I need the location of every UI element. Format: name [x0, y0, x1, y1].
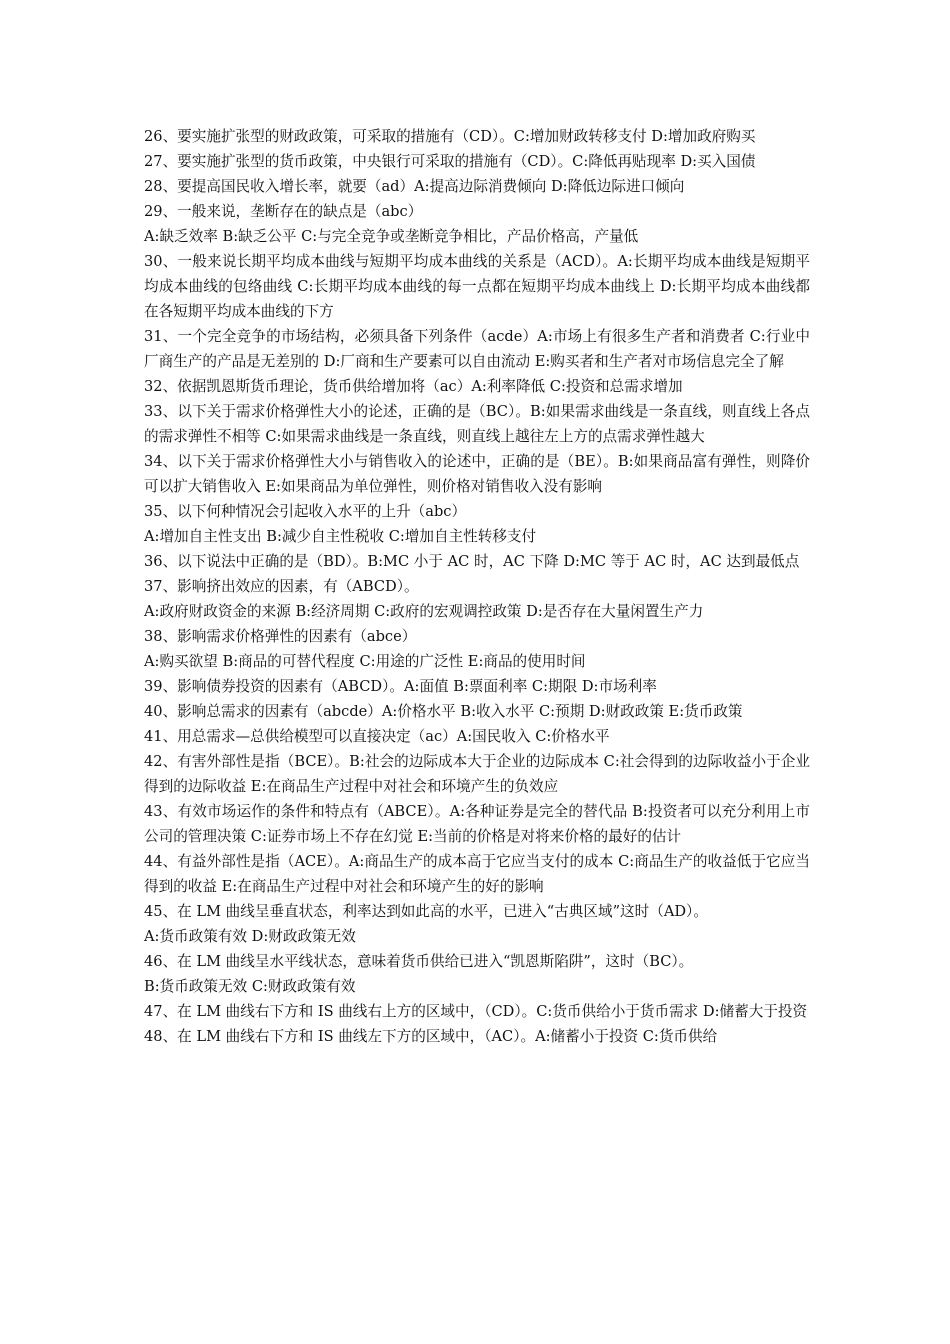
text-line: 27、要实施扩张型的货币政策，中央银行可采取的措施有（CD）。C:降低再贴现率 D:买入国债	[144, 153, 756, 170]
text-line: A:缺乏效率 B:缺乏公平 C:与完全竞争或垄断竞争相比，产品价格高，产量低	[144, 228, 639, 245]
text-line: 30、一般来说长期平均成本曲线与短期平均成本曲线的关系是（ACD）。A:长期平均成本曲线是短期平均成本曲线的包络曲线 C:长期平均成本曲线的每一点都在短期平均成本曲线上 D:长期平均成本曲线都在各短期平均成本曲线的下方	[144, 253, 810, 320]
text-line: 40、影响总需求的因素有（abcde）A:价格水平 B:收入水平 C:预期 D:财政政策 E:货币政策	[144, 703, 743, 720]
text-line: A:增加自主性支出 B:减少自主性税收 C:增加自主性转移支付	[144, 528, 537, 545]
text-line: 37、影响挤出效应的因素，有（ABCD）。	[144, 578, 419, 595]
text-line: 38、影响需求价格弹性的因素有（abce）	[144, 628, 417, 645]
text-line: 41、用总需求—总供给模型可以直接决定（ac）A:国民收入 C:价格水平	[144, 728, 610, 745]
text-line: 39、影响债券投资的因素有（ABCD）。A:面值 B:票面利率 C:期限 D:市场利率	[144, 678, 657, 695]
text-line: 36、以下说法中正确的是（BD）。B:MC 小于 AC 时，AC 下降 D:MC 等于 AC 时，AC 达到最低点	[144, 553, 800, 570]
text-line: 28、要提高国民收入增长率，就要（ad）A:提高边际消费倾向 D:降低边际进口倾向	[144, 178, 685, 195]
text-line: 47、在 LM 曲线右下方和 IS 曲线右上方的区域中，（CD）。C:货币供给小于货币需求 D:储蓄大于投资	[144, 1003, 808, 1020]
text-line: 45、在 LM 曲线呈垂直状态，利率达到如此高的水平，已进入“古典区域”这时（AD）。	[144, 903, 708, 920]
text-line: 26、要实施扩张型的财政政策，可采取的措施有（CD）。C:增加财政转移支付 D:增加政府购买	[144, 128, 756, 145]
text-line: 33、以下关于需求价格弹性大小的论述，正确的是（BC）。B:如果需求曲线是一条直线，则直线上各点的需求弹性不相等 C:如果需求曲线是一条直线，则直线上越往左上方的点需求弹性越大	[144, 403, 810, 445]
text-line: A:政府财政资金的来源 B:经济周期 C:政府的宏观调控政策 D:是否存在大量闲置生产力	[144, 603, 704, 620]
document-body	[144, 124, 810, 1049]
text-line: 31、一个完全竞争的市场结构，必须具备下列条件（acde）A:市场上有很多生产者和消费者 C:行业中厂商生产的产品是无差别的 D:厂商和生产要素可以自由流动 E:购买者和生产者对市场信息完全了解	[144, 328, 810, 370]
text-line: 35、以下何种情况会引起收入水平的上升（abc）	[144, 503, 467, 520]
text-line: 44、有益外部性是指（ACE）。A:商品生产的成本高于它应当支付的成本 C:商品生产的收益低于它应当得到的收益 E:在商品生产过程中对社会和环境产生的好的影响	[144, 853, 810, 895]
text-line: 29、一般来说，垄断存在的缺点是（abc）	[144, 203, 423, 220]
text-line: A:购买欲望 B:商品的可替代程度 C:用途的广泛性 E:商品的使用时间	[144, 653, 586, 670]
text-line: B:货币政策无效 C:财政政策有效	[144, 978, 356, 995]
text-line: 42、有害外部性是指（BCE）。B:社会的边际成本大于企业的边际成本 C:社会得到的边际收益小于企业得到的边际收益 E:在商品生产过程中对社会和环境产生的负效应	[144, 753, 810, 795]
text-line: 48、在 LM 曲线右下方和 IS 曲线左下方的区域中，（AC）。A:储蓄小于投资 C:货币供给	[144, 1028, 718, 1045]
text-line: 46、在 LM 曲线呈水平线状态，意味着货币供给已进入“凯恩斯陷阱”，这时（BC）。	[144, 953, 694, 970]
text-line: 34、以下关于需求价格弹性大小与销售收入的论述中，正确的是（BE）。B:如果商品富有弹性，则降价可以扩大销售收入 E:如果商品为单位弹性，则价格对销售收入没有影响	[144, 453, 810, 495]
text-line: 43、有效市场运作的条件和特点有（ABCE）。A:各种证券是完全的替代品 B:投资者可以充分利用上市公司的管理决策 C:证券市场上不存在幻觉 E:当前的价格是对将来价格的最好的估计	[144, 803, 810, 845]
text-line: A:货币政策有效 D:财政政策无效	[144, 928, 356, 945]
text-line: 32、依据凯恩斯货币理论，货币供给增加将（ac）A:利率降低 C:投资和总需求增加	[144, 378, 683, 395]
